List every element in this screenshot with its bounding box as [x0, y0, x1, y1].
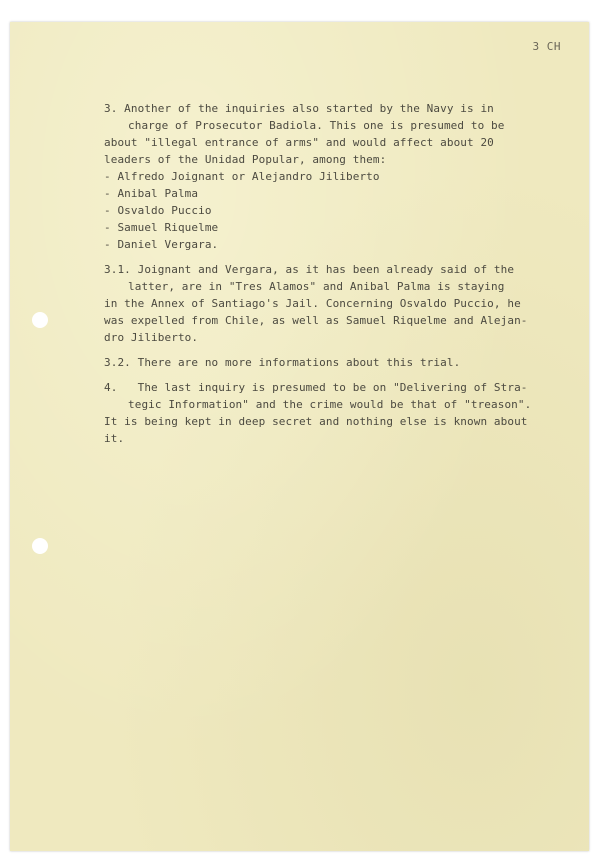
section-3-1: [104, 261, 564, 346]
list-item: - Alfredo Joignant or Alejandro Jiliberto: [104, 170, 380, 183]
text-line: charge of Prosecutor Badiola. This one is presumed to be: [128, 119, 505, 132]
text-line: It is being kept in deep secret and nothing else is known about: [104, 415, 528, 428]
text-line: tegic Information" and the crime would be that of "treason".: [128, 398, 532, 411]
text-line: 3.2. There are no more informations about this trial.: [104, 356, 461, 369]
text-line: dro Jiliberto.: [104, 331, 199, 344]
section-3: [104, 100, 564, 253]
list-item: - Samuel Riquelme: [104, 221, 219, 234]
text-line: in the Annex of Santiago's Jail. Concerning Osvaldo Puccio, he: [104, 297, 521, 310]
text-line: 4. The last inquiry is presumed to be on "Delivering of Stra-: [104, 381, 528, 394]
list-item: - Osvaldo Puccio: [104, 204, 212, 217]
section-3-2: [104, 354, 564, 371]
punch-hole: [32, 538, 48, 554]
typed-page: [10, 22, 589, 851]
document-body: [104, 100, 564, 447]
text-line: 3.1. Joignant and Vergara, as it has been already said of the: [104, 263, 515, 276]
list-item: - Anibal Palma: [104, 187, 199, 200]
text-line: 3. Another of the inquiries also started by the Navy is in: [104, 102, 494, 115]
text-line: was expelled from Chile, as well as Samuel Riquelme and Alejan-: [104, 314, 528, 327]
text-line: latter, are in "Tres Alamos" and Anibal Palma is staying: [128, 280, 505, 293]
section-4: [104, 379, 564, 447]
punch-hole: [32, 312, 48, 328]
list-item: - Daniel Vergara.: [104, 238, 219, 251]
text-line: leaders of the Unidad Popular, among them:: [104, 153, 387, 166]
page-number: 3 CH: [532, 40, 561, 53]
text-line: about "illegal entrance of arms" and would affect about 20: [104, 136, 494, 149]
text-line: it.: [104, 432, 125, 445]
